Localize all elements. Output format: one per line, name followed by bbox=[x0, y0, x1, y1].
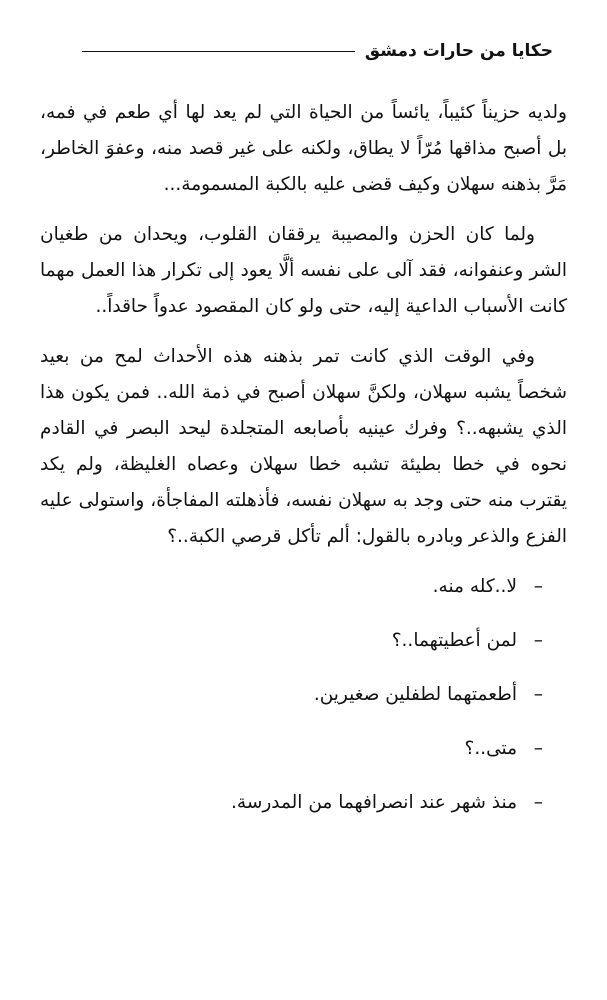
dialogue-text: لا..كله منه. bbox=[432, 576, 517, 597]
body-text bbox=[40, 95, 567, 839]
dialogue-text: منذ شهر عند انصرافهما من المدرسة. bbox=[231, 792, 517, 813]
dialogue-line bbox=[40, 569, 567, 605]
dash-mark: – bbox=[533, 630, 543, 651]
header-rule bbox=[82, 51, 355, 52]
paragraph-3: وفي الوقت الذي كانت تمر بذهنه هذه الأحداث لمح من بعيد شخصاً يشبه سهلان، ولكنَّ سهلان أصبح في ذمة الله.. فمن يكون هذا الذي يشبهه..؟ وفرك عينيه بأصابعه المتجلدة ليحد البصر في القادم نحوه في خطا بطيئة تشبه خطا سهلان وعصاه الغليظة، ولم يكد يقترب منه حتى وجد به سهلان نفسه، فأذهلته المفاجأة، واستولى عليه الفزع والذعر وبادره بالقول: ألم تأكل قرصي الكبة..؟ bbox=[40, 346, 567, 547]
dash-mark: – bbox=[533, 576, 543, 597]
running-header bbox=[82, 34, 553, 68]
dialogue-text: لمن أعطيتهما..؟ bbox=[391, 630, 517, 651]
dialogue-line bbox=[40, 677, 567, 713]
dialogue-line bbox=[40, 623, 567, 659]
paragraph-1: ولديه حزيناً كئيباً، يائساً من الحياة التي لم يعد لها أي طعم في فمه، بل أصبح مذاقها مُرّاً لا يطاق، ولكنه على غير قصد منه، وعفوَ الخاطر، مَرَّ بذهنه سهلان وكيف قضى عليه بالكبة المسمومة... bbox=[40, 102, 567, 195]
book-title: حكايا من حارات دمشق bbox=[364, 41, 553, 61]
paragraph-2: ولما كان الحزن والمصيبة يرققان القلوب، ويحدان من طغيان الشر وعنفوانه، فقد آلى على نفسه ألَّا يعود إلى تكرار هذا العمل مهما كانت الأسباب الداعية إليه، حتى ولو كان المقصود عدواً حاقداً.. bbox=[40, 224, 567, 317]
dialogue-text: أطعمتهما لطفلين صغيرين. bbox=[313, 684, 517, 705]
dash-mark: – bbox=[533, 684, 543, 705]
dialogue-line bbox=[40, 785, 567, 821]
dialogue-line bbox=[40, 731, 567, 767]
dialogue-list bbox=[40, 569, 567, 821]
dash-mark: – bbox=[533, 792, 543, 813]
dash-mark: – bbox=[533, 738, 543, 759]
dialogue-text: متى..؟ bbox=[464, 738, 517, 759]
